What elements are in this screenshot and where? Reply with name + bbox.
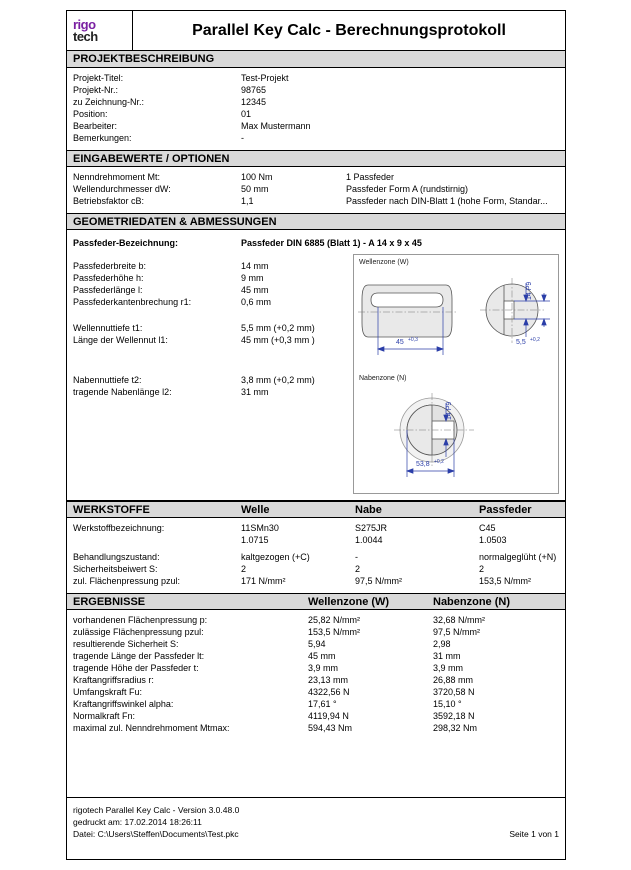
table-row bbox=[73, 84, 559, 96]
footer-page-number: Seite 1 von 1 bbox=[509, 829, 559, 839]
designation-label: Passfeder-Bezeichnung: bbox=[73, 238, 179, 248]
spacer bbox=[73, 308, 353, 322]
table-row bbox=[67, 710, 565, 722]
section-header-input: EINGABEWERTE / OPTIONEN bbox=[67, 150, 565, 167]
cell-hub: 32,68 N/mm² bbox=[433, 615, 486, 625]
table-row bbox=[73, 108, 559, 120]
field-value: 0,6 mm bbox=[241, 297, 272, 307]
logo-text-bottom: tech bbox=[73, 28, 98, 44]
figure-label-hub-zone: Nabenzone (N) bbox=[359, 375, 407, 382]
table-row bbox=[67, 698, 565, 710]
cell-shaft: 3,9 mm bbox=[308, 663, 339, 673]
field-label: Wellendurchmesser dW: bbox=[73, 184, 171, 194]
cell-shaft: 25,82 N/mm² bbox=[308, 615, 361, 625]
input-block bbox=[67, 167, 565, 213]
field-value: 45 mm bbox=[241, 285, 269, 295]
field-label: Passfederbreite b: bbox=[73, 261, 147, 271]
row-label: Werkstoffbezeichnung: bbox=[73, 523, 165, 533]
footer-file-path: Datei: C:\Users\Steffen\Documents\Test.pkc bbox=[73, 829, 239, 839]
cell-welle: kaltgezogen (+C) bbox=[241, 552, 310, 562]
cell-hub: 15,10 ° bbox=[433, 699, 462, 709]
footer-version: rigotech Parallel Key Calc - Version 3.0.48.0 bbox=[73, 805, 240, 815]
column-header-welle: Welle bbox=[241, 504, 270, 516]
cell-shaft: 153,5 N/mm² bbox=[308, 627, 361, 637]
logo bbox=[67, 11, 133, 50]
row-label: Umfangskraft Fu: bbox=[73, 687, 143, 697]
row-label: Kraftangriffswinkel alpha: bbox=[73, 699, 174, 709]
field-value: 31 mm bbox=[241, 387, 269, 397]
geometry-block bbox=[67, 230, 565, 501]
field-value: 50 mm bbox=[241, 184, 269, 194]
column-header-results: ERGEBNISSE bbox=[73, 596, 146, 608]
option-value: 1 Passfeder bbox=[346, 172, 395, 182]
column-header-materials: WERKSTOFFE bbox=[73, 504, 150, 516]
results-header-row bbox=[67, 593, 565, 610]
geometry-values bbox=[73, 250, 353, 494]
row-label: Behandlungszustand: bbox=[73, 552, 160, 562]
cell-shaft: 594,43 Nm bbox=[308, 723, 353, 733]
field-value: Test-Projekt bbox=[241, 73, 289, 83]
document-footer bbox=[67, 797, 565, 859]
dim-hub-width: 14 P9 bbox=[446, 401, 453, 420]
column-header-passfeder: Passfeder bbox=[479, 504, 532, 516]
table-row bbox=[67, 534, 565, 546]
table-row bbox=[67, 551, 565, 563]
document-header bbox=[67, 11, 565, 51]
cell-hub: 3592,18 N bbox=[433, 711, 475, 721]
cell-passfeder: normalgeglüht (+N) bbox=[479, 552, 557, 562]
cell-shaft: 23,13 mm bbox=[308, 675, 349, 685]
field-value: - bbox=[241, 133, 244, 143]
table-row bbox=[67, 650, 565, 662]
table-row bbox=[73, 183, 559, 195]
row-label: tragende Höhe der Passfeder t: bbox=[73, 663, 199, 673]
section-header-project: PROJEKTBESCHREIBUNG bbox=[67, 51, 565, 68]
table-row bbox=[73, 296, 353, 308]
field-label: Passfederlänge l: bbox=[73, 285, 143, 295]
cell-shaft: 17,61 ° bbox=[308, 699, 337, 709]
spacer bbox=[73, 360, 353, 374]
project-block bbox=[67, 68, 565, 150]
row-label: vorhandenen Flächenpressung p: bbox=[73, 615, 208, 625]
cell-shaft: 5,94 bbox=[308, 639, 326, 649]
logo-text-top: rigo bbox=[73, 16, 96, 32]
field-label: Betriebsfaktor cB: bbox=[73, 196, 145, 206]
row-label: Kraftangriffsradius r: bbox=[73, 675, 154, 685]
field-value: 100 Nm bbox=[241, 172, 273, 182]
spacer bbox=[73, 346, 353, 360]
row-label: zulässige Flächenpressung pzul: bbox=[73, 627, 204, 637]
field-value: 1,1 bbox=[241, 196, 254, 206]
designation-value: Passfeder DIN 6885 (Blatt 1) - A 14 x 9 x 45 bbox=[241, 238, 422, 248]
table-row bbox=[67, 662, 565, 674]
field-label: Bemerkungen: bbox=[73, 133, 132, 143]
cell-nabe: 1.0044 bbox=[355, 535, 383, 545]
table-row bbox=[67, 614, 565, 626]
field-value: 14 mm bbox=[241, 261, 269, 271]
cell-hub: 3,9 mm bbox=[433, 663, 464, 673]
cell-hub: 26,88 mm bbox=[433, 675, 474, 685]
table-row bbox=[73, 260, 353, 272]
table-row bbox=[73, 386, 353, 398]
table-row bbox=[73, 120, 559, 132]
cell-hub: 3720,58 N bbox=[433, 687, 475, 697]
footer-printed-at: gedruckt am: 17.02.2014 18:26:11 bbox=[73, 817, 202, 827]
cell-welle: 171 N/mm² bbox=[241, 576, 286, 586]
cell-shaft: 45 mm bbox=[308, 651, 336, 661]
cell-hub: 31 mm bbox=[433, 651, 461, 661]
row-label bbox=[67, 534, 235, 546]
column-header-nabe: Nabe bbox=[355, 504, 382, 516]
field-value: 12345 bbox=[241, 97, 267, 107]
field-value: 5,5 mm (+0,2 mm) bbox=[241, 323, 315, 333]
field-label: Passfederhöhe h: bbox=[73, 273, 144, 283]
table-row bbox=[67, 522, 565, 534]
cell-welle: 1.0715 bbox=[241, 535, 269, 545]
cell-welle: 2 bbox=[241, 564, 247, 574]
table-row bbox=[73, 322, 353, 334]
dim-shaft-depth-tolerance: +0,2 bbox=[530, 337, 540, 343]
section-header-geometry: GEOMETRIEDATEN & ABMESSUNGEN bbox=[67, 213, 565, 230]
field-label: Länge der Wellennut l1: bbox=[73, 335, 168, 345]
table-row bbox=[67, 674, 565, 686]
cell-nabe: - bbox=[355, 552, 358, 562]
dim-hub-depth: 53,8 bbox=[416, 461, 430, 468]
cell-shaft: 4119,94 N bbox=[308, 711, 349, 721]
field-value: Max Mustermann bbox=[241, 121, 311, 131]
row-label: Normalkraft Fn: bbox=[73, 711, 136, 721]
table-row bbox=[67, 563, 565, 575]
cell-nabe: 2 bbox=[355, 564, 361, 574]
table-row bbox=[67, 626, 565, 638]
table-row bbox=[67, 575, 565, 587]
results-body bbox=[67, 610, 565, 740]
document-sheet bbox=[66, 10, 566, 860]
column-header-shaft-zone: Wellenzone (W) bbox=[308, 596, 390, 608]
field-label: Wellennuttiefe t1: bbox=[73, 323, 143, 333]
field-value: 3,8 mm (+0,2 mm) bbox=[241, 375, 315, 385]
table-row bbox=[73, 171, 559, 183]
cell-hub: 97,5 N/mm² bbox=[433, 627, 481, 637]
row-label: zul. Flächenpressung pzul: bbox=[73, 576, 181, 586]
cell-welle: 11SMn30 bbox=[241, 523, 279, 533]
table-row bbox=[73, 374, 353, 386]
option-value: Passfeder Form A (rundstirnig) bbox=[346, 184, 469, 194]
row-label: maximal zul. Nenndrehmoment Mtmax: bbox=[73, 723, 230, 733]
geometry-figure bbox=[353, 254, 559, 494]
field-value: 45 mm (+0,3 mm ) bbox=[241, 335, 315, 345]
row-label: Sicherheitsbeiwert S: bbox=[73, 564, 158, 574]
dim-shaft-width: 14 P9 bbox=[526, 281, 533, 300]
table-row bbox=[73, 96, 559, 108]
row-label: resultierende Sicherheit S: bbox=[73, 639, 179, 649]
table-row bbox=[67, 722, 565, 734]
cell-nabe: S275JR bbox=[355, 523, 388, 533]
dim-shaft-length: 45 bbox=[396, 339, 404, 346]
field-label: Projekt-Nr.: bbox=[73, 85, 119, 95]
designation-row bbox=[67, 230, 565, 250]
dim-shaft-length-tolerance: +0,3 bbox=[408, 337, 418, 343]
dim-hub-depth-tolerance: +0,2 bbox=[434, 459, 444, 465]
table-row bbox=[73, 195, 559, 207]
field-value: 9 mm bbox=[241, 273, 264, 283]
cell-passfeder: 153,5 N/mm² bbox=[479, 576, 532, 586]
field-label: Bearbeiter: bbox=[73, 121, 118, 131]
dim-shaft-depth: 5,5 bbox=[516, 339, 526, 346]
page-title: Parallel Key Calc - Berechnungsprotokoll bbox=[192, 21, 506, 39]
cell-passfeder: 2 bbox=[479, 564, 485, 574]
field-label: Position: bbox=[73, 109, 108, 119]
field-label: tragende Nabenlänge l2: bbox=[73, 387, 172, 397]
row-label: tragende Länge der Passfeder lt: bbox=[73, 651, 205, 661]
cell-hub: 298,32 Nm bbox=[433, 723, 478, 733]
field-value: 98765 bbox=[241, 85, 267, 95]
field-label: Nabennuttiefe t2: bbox=[73, 375, 142, 385]
cell-passfeder: C45 bbox=[479, 523, 496, 533]
column-header-hub-zone: Nabenzone (N) bbox=[433, 596, 510, 608]
materials-header-row bbox=[67, 501, 565, 518]
cell-hub: 2,98 bbox=[433, 639, 451, 649]
field-label: zu Zeichnung-Nr.: bbox=[73, 97, 145, 107]
field-label: Nenndrehmoment Mt: bbox=[73, 172, 161, 182]
field-label: Projekt-Titel: bbox=[73, 73, 124, 83]
table-row bbox=[73, 72, 559, 84]
option-value: Passfeder nach DIN-Blatt 1 (hohe Form, Standar... bbox=[346, 196, 548, 206]
cell-nabe: 97,5 N/mm² bbox=[355, 576, 403, 586]
table-row bbox=[73, 334, 353, 346]
materials-body bbox=[67, 518, 565, 593]
field-value: 01 bbox=[241, 109, 252, 119]
field-label: Passfederkantenbrechung r1: bbox=[73, 297, 192, 307]
cell-shaft: 4322,56 N bbox=[308, 687, 350, 697]
table-row bbox=[73, 284, 353, 296]
table-row bbox=[73, 132, 559, 144]
table-row bbox=[67, 638, 565, 650]
cell-passfeder: 1.0503 bbox=[479, 535, 507, 545]
table-row bbox=[67, 686, 565, 698]
table-row bbox=[73, 272, 353, 284]
figure-label-shaft-zone: Wellenzone (W) bbox=[359, 259, 409, 266]
